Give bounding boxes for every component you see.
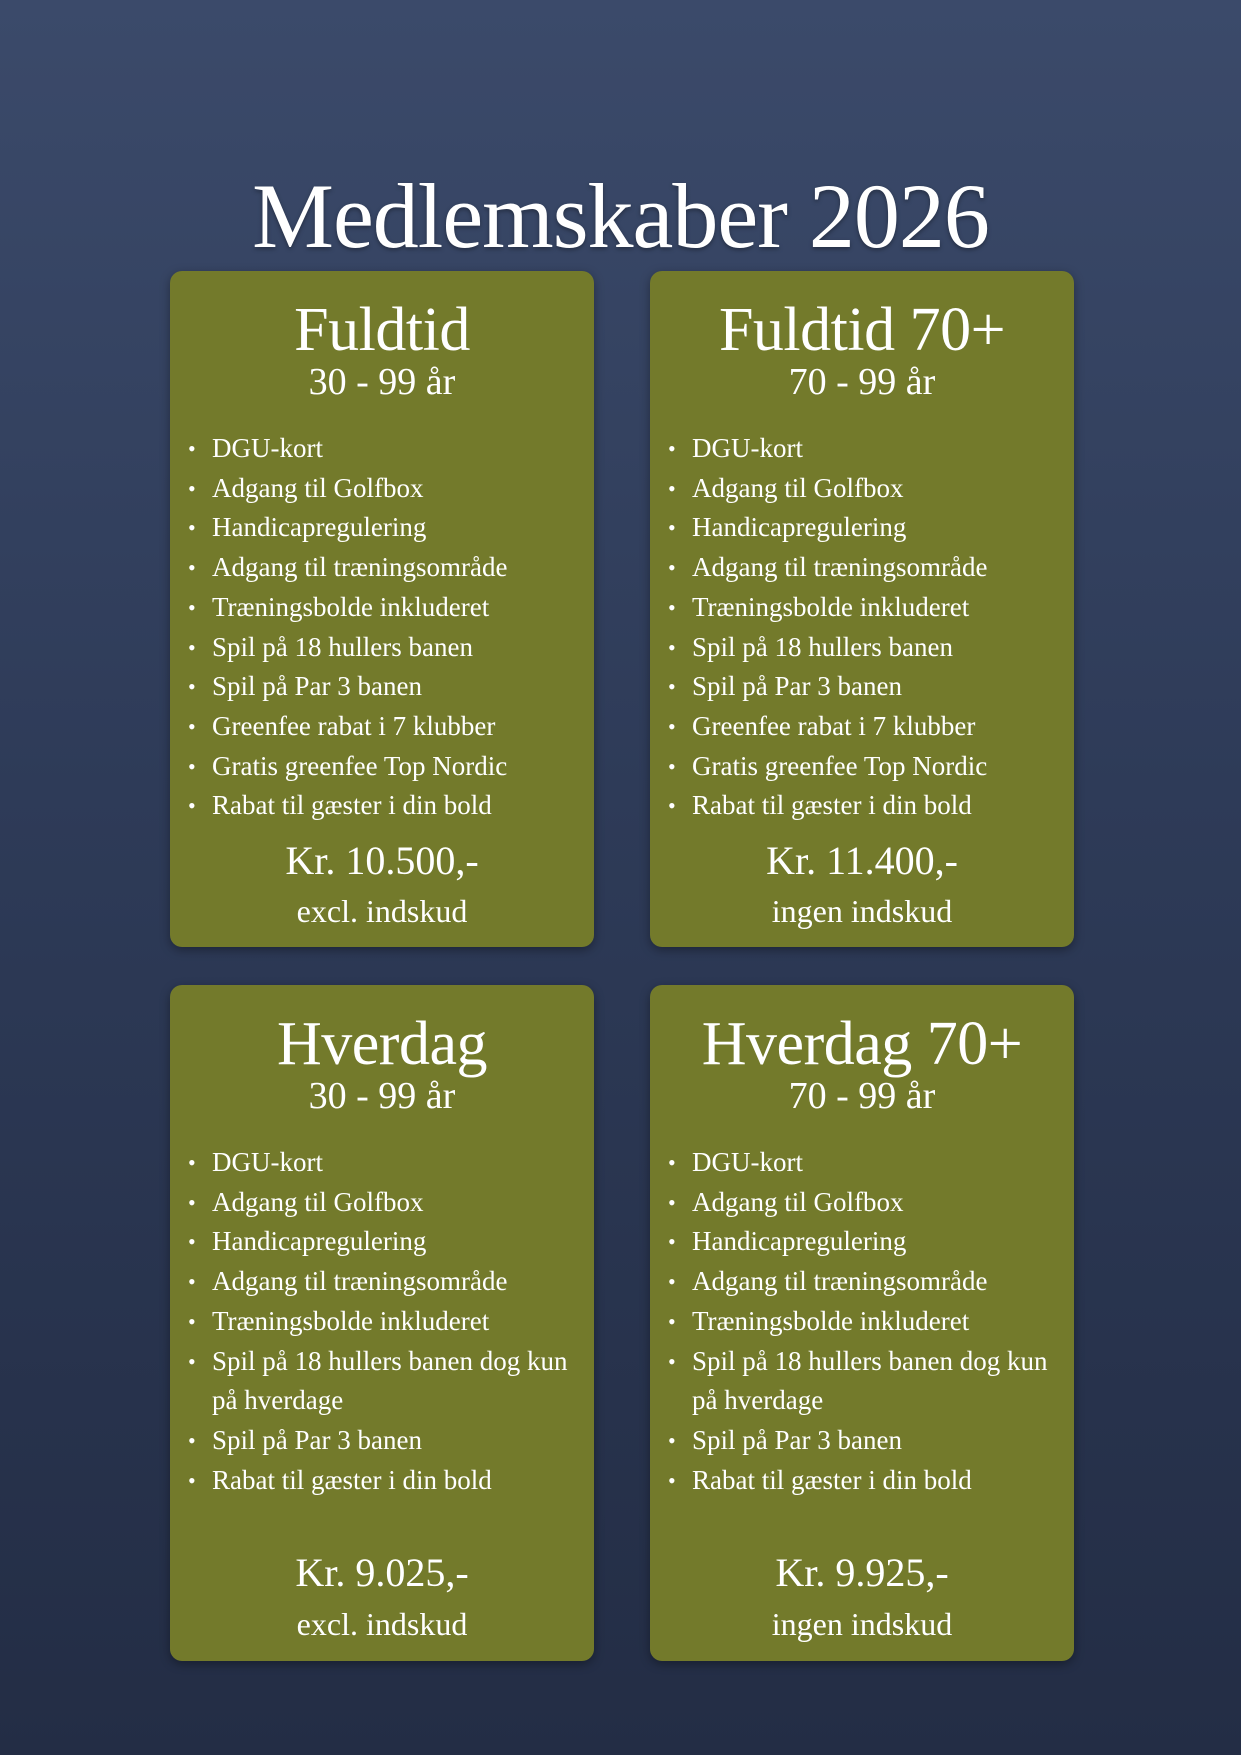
- feature-item: • Spil på 18 hullers banen: [666, 628, 1066, 668]
- price-note: ingen indskud: [771, 1606, 953, 1642]
- card-title: Fuldtid 70+: [718, 296, 1006, 364]
- card-title: Hverdag 70+: [701, 1010, 1023, 1078]
- feature-item: • Adgang til træningsområde: [186, 548, 586, 588]
- feature-item: • Spil på Par 3 banen: [666, 1421, 1066, 1461]
- feature-item: • Greenfee rabat i 7 klubber: [186, 707, 586, 747]
- feature-item: • Gratis greenfee Top Nordic: [666, 747, 1066, 787]
- feature-item: • Adgang til Golfbox: [666, 1183, 1066, 1223]
- membership-card-fuldtid-70: [650, 271, 1074, 947]
- feature-item: • Handicapregulering: [666, 508, 1066, 548]
- feature-item: • Spil på Par 3 banen: [186, 667, 586, 707]
- card-title: Fuldtid: [294, 296, 470, 364]
- price: Kr. 9.925,-: [775, 1550, 949, 1595]
- feature-item: • Adgang til træningsområde: [666, 1262, 1066, 1302]
- feature-item: • Træningsbolde inkluderet: [666, 1302, 1066, 1342]
- feature-list: [666, 1143, 1066, 1500]
- feature-item: • Spil på 18 hullers banen dog kun på hverdage: [186, 1342, 586, 1421]
- price: Kr. 11.400,-: [766, 838, 958, 883]
- feature-item: • Adgang til træningsområde: [666, 548, 1066, 588]
- feature-item: • Træningsbolde inkluderet: [186, 588, 586, 628]
- feature-item: • Greenfee rabat i 7 klubber: [666, 707, 1066, 747]
- feature-item: • Adgang til træningsområde: [186, 1262, 586, 1302]
- feature-item: • Handicapregulering: [186, 508, 586, 548]
- feature-item: • Spil på 18 hullers banen: [186, 628, 586, 668]
- feature-item: • Rabat til gæster i din bold: [666, 1461, 1066, 1501]
- feature-item: • DGU-kort: [186, 1143, 586, 1183]
- feature-item: • Rabat til gæster i din bold: [666, 786, 1066, 826]
- feature-item: • Handicapregulering: [666, 1222, 1066, 1262]
- price-note: excl. indskud: [296, 893, 468, 929]
- card-age-range: 70 - 99 år: [788, 361, 936, 403]
- price-note: excl. indskud: [296, 1606, 468, 1642]
- price: Kr. 10.500,-: [285, 838, 479, 883]
- membership-card-fuldtid: [170, 271, 594, 947]
- feature-list: [666, 429, 1066, 826]
- feature-item: • DGU-kort: [186, 429, 586, 469]
- feature-item: • Gratis greenfee Top Nordic: [186, 747, 586, 787]
- feature-list: [186, 429, 586, 826]
- membership-card-hverdag-70: [650, 985, 1074, 1661]
- feature-item: • Rabat til gæster i din bold: [186, 1461, 586, 1501]
- feature-item: • Spil på 18 hullers banen dog kun på hverdage: [666, 1342, 1066, 1421]
- feature-item: • Spil på Par 3 banen: [186, 1421, 586, 1461]
- feature-item: • Handicapregulering: [186, 1222, 586, 1262]
- feature-item: • Rabat til gæster i din bold: [186, 786, 586, 826]
- feature-item: • Spil på Par 3 banen: [666, 667, 1066, 707]
- feature-item: • Træningsbolde inkluderet: [186, 1302, 586, 1342]
- price: Kr. 9.025,-: [295, 1550, 469, 1595]
- price-note: ingen indskud: [771, 893, 953, 929]
- feature-item: • Adgang til Golfbox: [186, 1183, 586, 1223]
- feature-item: • Træningsbolde inkluderet: [666, 588, 1066, 628]
- page-title: Medlemskaber 2026: [252, 164, 989, 267]
- feature-item: • DGU-kort: [666, 1143, 1066, 1183]
- card-title: Hverdag: [277, 1010, 487, 1078]
- feature-item: • Adgang til Golfbox: [186, 469, 586, 509]
- feature-list: [186, 1143, 586, 1500]
- membership-card-hverdag: [170, 985, 594, 1661]
- card-age-range: 30 - 99 år: [308, 361, 456, 403]
- card-age-range: 30 - 99 år: [308, 1075, 456, 1117]
- card-age-range: 70 - 99 år: [788, 1075, 936, 1117]
- feature-item: • DGU-kort: [666, 429, 1066, 469]
- feature-item: • Adgang til Golfbox: [666, 469, 1066, 509]
